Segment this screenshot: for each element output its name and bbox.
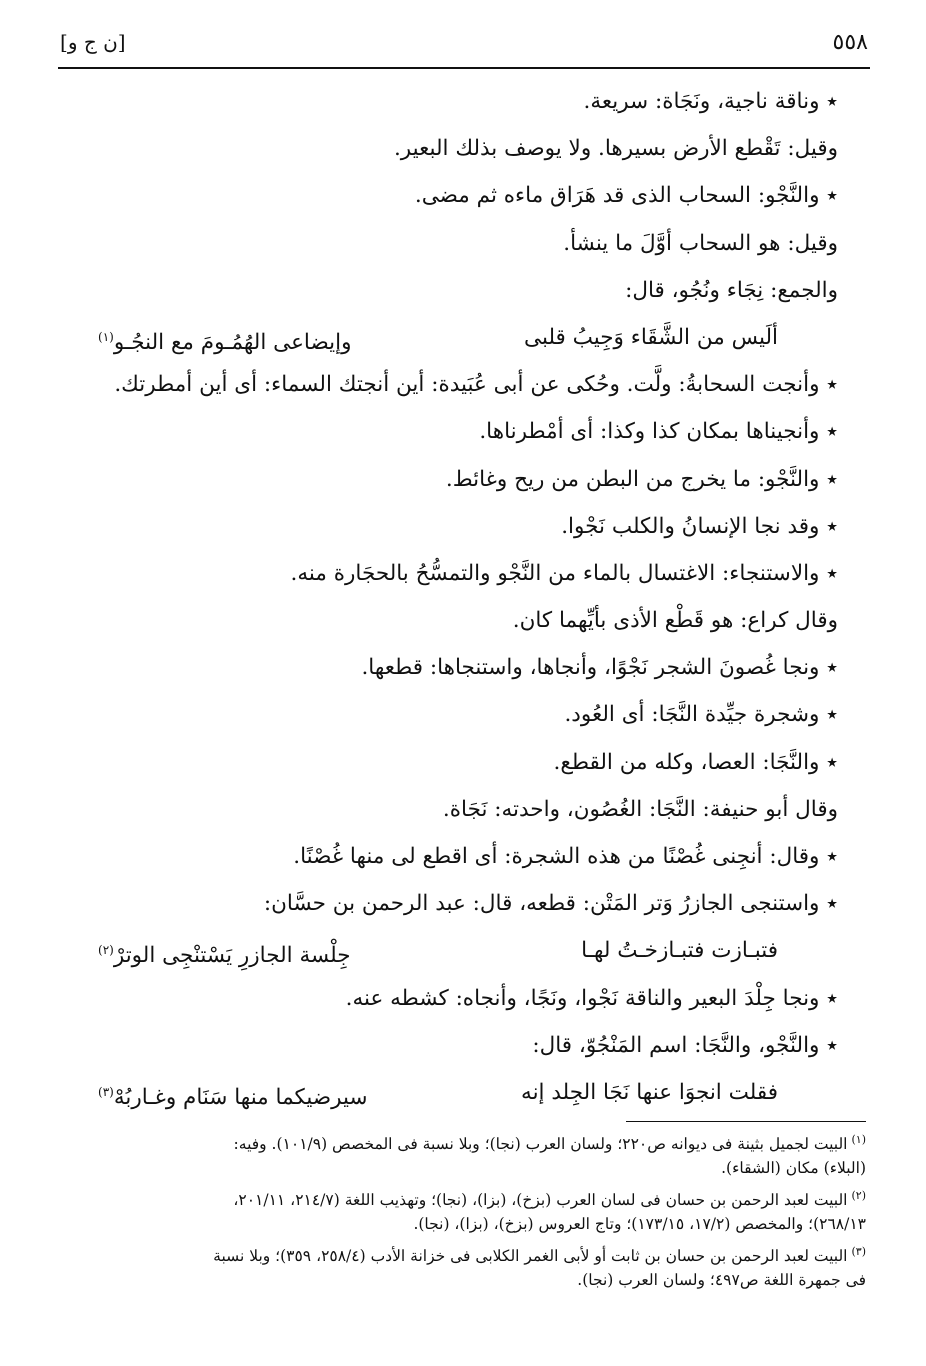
footnote-mark: (٣) bbox=[851, 1245, 866, 1258]
root-label: [ن ج و] bbox=[60, 30, 126, 54]
text-line: ٭ وشجرة جيِّدة النَّجَا: أى العُود. bbox=[564, 702, 838, 728]
text-line: ٭ والنَّجْو: السحاب الذى قد هَرَاق ماءه ثم مضى. bbox=[414, 183, 838, 209]
verse-line bbox=[78, 1069, 838, 1116]
text-line: ٭ وقال: أنجِنى غُصْنًا من هذه الشجرة: أى اقطع لى منها غُصْنًا. bbox=[293, 844, 838, 869]
footnote-mark: (١) bbox=[851, 1133, 866, 1146]
footnote-text: البيت لعبد الرحمن بن حسان بن ثابت أو لأبى الغمر الكلابى فى خزانة الأدب (٢٥٨/٤، ٣٥٩)؛ وبلا نسبة bbox=[213, 1247, 848, 1266]
footnotes bbox=[56, 1126, 866, 1294]
page-number: ٥٥٨ bbox=[832, 30, 868, 55]
footnote-text: البيت لعبد الرحمن بن حسان فى لسان العرب (بزخ)، (بزا)، (نجا)؛ وتهذيب اللغة (٢١٤/٧، ٢٠١/١١، bbox=[233, 1191, 848, 1210]
footnote-ref: (٣) bbox=[98, 1084, 114, 1099]
verse-line bbox=[78, 927, 838, 974]
text-line: وقيل: هو السحاب أوَّلَ ما ينشأ. bbox=[563, 230, 838, 256]
footnote-line: (البلاء) مكان (الشقاء). bbox=[721, 1159, 866, 1177]
footnote-line: فى جمهرة اللغة ص٤٩٧؛ ولسان العرب (نجا). bbox=[577, 1271, 866, 1289]
footnote-line bbox=[56, 1182, 866, 1210]
footnote-line bbox=[56, 1126, 866, 1154]
verse-first-hemistich: فقلت انجوَا عنها نَجَا الجِلد إنه bbox=[521, 1079, 778, 1105]
verse-line bbox=[78, 314, 838, 361]
footnote-mark: (٢) bbox=[851, 1189, 866, 1202]
footnote-line bbox=[56, 1238, 866, 1266]
main-text bbox=[78, 78, 838, 1116]
text-line: ٭ والنَّجْو: ما يخرج من البطن من ريح وغائط. bbox=[445, 466, 838, 492]
text-line: وقال كراع: هو قَطْع الأذى بأيِّهما كان. bbox=[512, 608, 838, 634]
text-line: ٭ واستنجى الجازرُ وَتر المَتْن: قطعه، قال: عبد الرحمن بن حسَّان: bbox=[263, 891, 838, 917]
text-line: ٭ ونجا جِلْدَ البعير والناقة نَجْوا، ونَجًا، وأنجاه: كشطه عنه. bbox=[345, 985, 838, 1011]
text-line: ٭ وأنجيناها بمكان كذا وكذا: أى أمْطرناها. bbox=[479, 419, 838, 445]
text-line: ٭ والنَّجَا: العصا، وكله من القطع. bbox=[553, 749, 838, 775]
footnote-ref: (١) bbox=[98, 329, 114, 344]
verse-second-hemistich bbox=[98, 314, 351, 361]
text-line: وقيل: تَقْطع الأرض بسيرها. ولا يوصف بذلك البعير. bbox=[393, 136, 838, 162]
text-line: ٭ والنَّجْو، والنَّجَا: اسم المَنْجُوّ، قال: bbox=[532, 1032, 838, 1058]
footnote-rule bbox=[626, 1121, 866, 1122]
footnote-text: البيت لجميل بثينة فى ديوانه ص٢٢٠؛ ولسان العرب (نجا)؛ وبلا نسبة فى المخصص (١٠١/٩). وفيه: bbox=[233, 1135, 848, 1154]
page-header bbox=[60, 30, 868, 66]
text-line: وقال أبو حنيفة: النَّجَا: الغُصُون، واحدته: نَجَاة. bbox=[442, 796, 838, 822]
verse-second-hemistich bbox=[98, 927, 351, 974]
text-line: والجمع: نِجَاء ونُجُو، قال: bbox=[625, 277, 838, 303]
text-line: ٭ وناقة ناجية، ونَجَاة: سريعة. bbox=[583, 89, 838, 114]
verse-second-text: جِلْسة الجازرِ يَسْتنْجِى الوترْ bbox=[113, 943, 351, 969]
footnote-line: ٢٦٨/١٣)؛ والمخصص (١٧/٢، ١٧٣/١٥)؛ وتاج العروس (بزخ)، (بزا)، (نجا). bbox=[413, 1215, 866, 1233]
header-rule bbox=[58, 67, 870, 69]
footnote-ref: (٢) bbox=[98, 943, 114, 958]
text-line: ٭ والاستنجاء: الاغتسال بالماء من النَّجْو والتمسُّحُ بالحجَارة منه. bbox=[290, 560, 838, 586]
text-line: ٭ وقد نجا الإنسانُ والكلب نَجْوا. bbox=[561, 513, 838, 539]
verse-first-hemistich: فتبـازت فتبـازخـتُ لهـا bbox=[581, 938, 778, 964]
verse-second-text: وإيضاعى الهُمُـومَ مع النجُـو bbox=[113, 330, 352, 356]
text-line: ٭ وأنجت السحابةُ: ولَّت. وحُكى عن أبى عُبَيدة: أين أنجتك السماء: أى أين أمطرتك. bbox=[114, 372, 838, 398]
verse-second-text: سيرضيكما منها سَنَام وغـاربُهْ bbox=[113, 1085, 368, 1111]
verse-second-hemistich bbox=[98, 1069, 368, 1116]
verse-first-hemistich: ألَيس من الشَّقَاء وَجِيبُ قلبى bbox=[524, 324, 778, 350]
text-line: ٭ ونجا غُصونَ الشجر نَجْوًا، وأنجاها، واستنجاها: قطعها. bbox=[361, 655, 838, 681]
